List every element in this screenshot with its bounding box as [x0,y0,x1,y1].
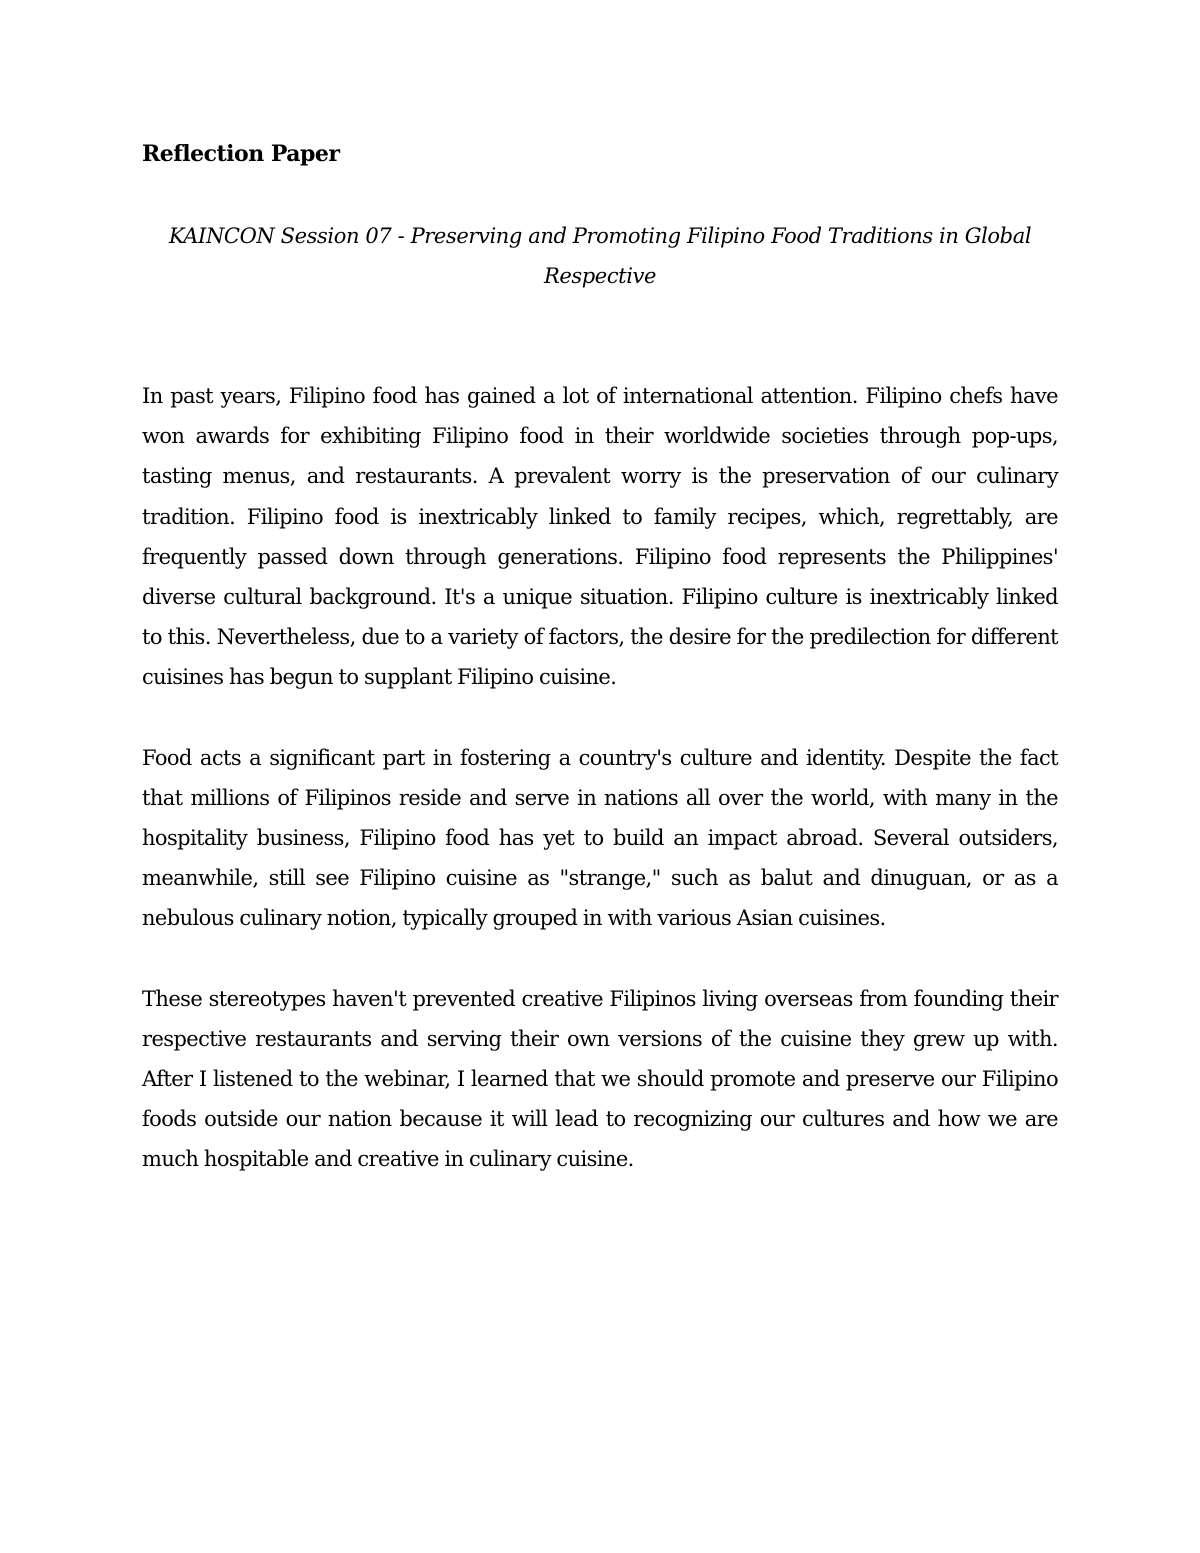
paragraph-2: Food acts a significant part in fostering a country's culture and identity. Despite the fact that millions of Filipinos reside and serve in nations all over the world, with many in the hospitality business, Filipino food has yet to build an impact abroad. Several outsiders, meanwhile, still see Filipino cuisine as "strange," such as balut and dinuguan, or as a nebulous culinary notion, typically grouped in with various Asian cuisines. [142,745,1058,931]
document-subtitle: KAINCON Session 07 - Preserving and Promoting Filipino Food Traditions in Global Respective [168,224,1032,288]
document-body [142,376,1058,1180]
document-title: Reflection Paper [142,141,340,167]
paragraph-3: These stereotypes haven't prevented creative Filipinos living overseas from founding their respective restaurants and serving their own versions of the cuisine they grew up with. After I listened to the webinar, I learned that we should promote and preserve our Filipino foods outside our nation because it will lead to recognizing our cultures and how we are much hospitable and creative in culinary cuisine. [142,986,1058,1172]
document-page [142,136,1058,1220]
paragraph-1: In past years, Filipino food has gained a lot of international attention. Filipino chefs have won awards for exhibiting Filipino food in their worldwide societies through pop-ups, tasting menus, and restaurants. A prevalent worry is the preservation of our culinary tradition. Filipino food is inextricably linked to family recipes, which, regrettably, are frequently passed down through generations. Filipino food represents the Philippines' diverse cultural background. It's a unique situation. Filipino culture is inextricably linked to this. Nevertheless, due to a variety of factors, the desire for the predilection for different cuisines has begun to supplant Filipino cuisine. [142,384,1058,690]
